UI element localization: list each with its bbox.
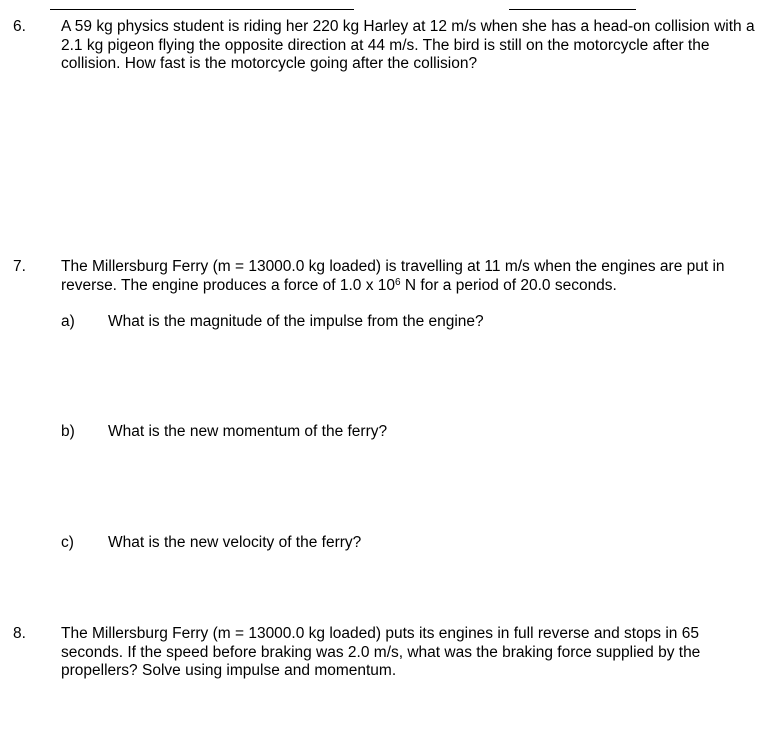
question-7-text-tail: N for a period of 20.0 seconds.	[400, 276, 617, 294]
question-7c-label: c)	[61, 534, 74, 551]
question-7a-label: a)	[61, 313, 75, 330]
question-6-number: 6.	[13, 18, 26, 35]
question-7-text	[61, 258, 761, 295]
question-7c-text: What is the new velocity of the ferry?	[108, 534, 362, 551]
question-6-text: A 59 kg physics student is riding her 220 kg Harley at 12 m/s when she has a head-on collision with a 2.1 kg pigeon flying the opposite direction at 44 m/s. The bird is still on the motorcycle after the collision. How fast is the motorcycle going after the collision?	[61, 18, 755, 72]
question-7-exponent: 6	[395, 276, 401, 288]
question-8-number: 8.	[13, 625, 26, 642]
question-7a-text: What is the magnitude of the impulse from the engine?	[108, 313, 484, 330]
question-7-text-main: The Millersburg Ferry (m = 13000.0 kg loaded) is travelling at 11 m/s when the engines are put in reverse. The engine produces a force of 1.0 x 10	[61, 258, 725, 294]
question-7-number: 7.	[13, 258, 26, 275]
date-answer-line	[509, 9, 636, 10]
question-7b-text: What is the new momentum of the ferry?	[108, 423, 388, 440]
question-7b-label: b)	[61, 423, 75, 440]
question-8-text: The Millersburg Ferry (m = 13000.0 kg loaded) puts its engines in full reverse and stops in 65 seconds. If the speed before braking was 2.0 m/s, what was the braking force supplied by the propellers? Solve using impulse and momentum.	[61, 625, 701, 679]
name-answer-line	[50, 9, 354, 10]
